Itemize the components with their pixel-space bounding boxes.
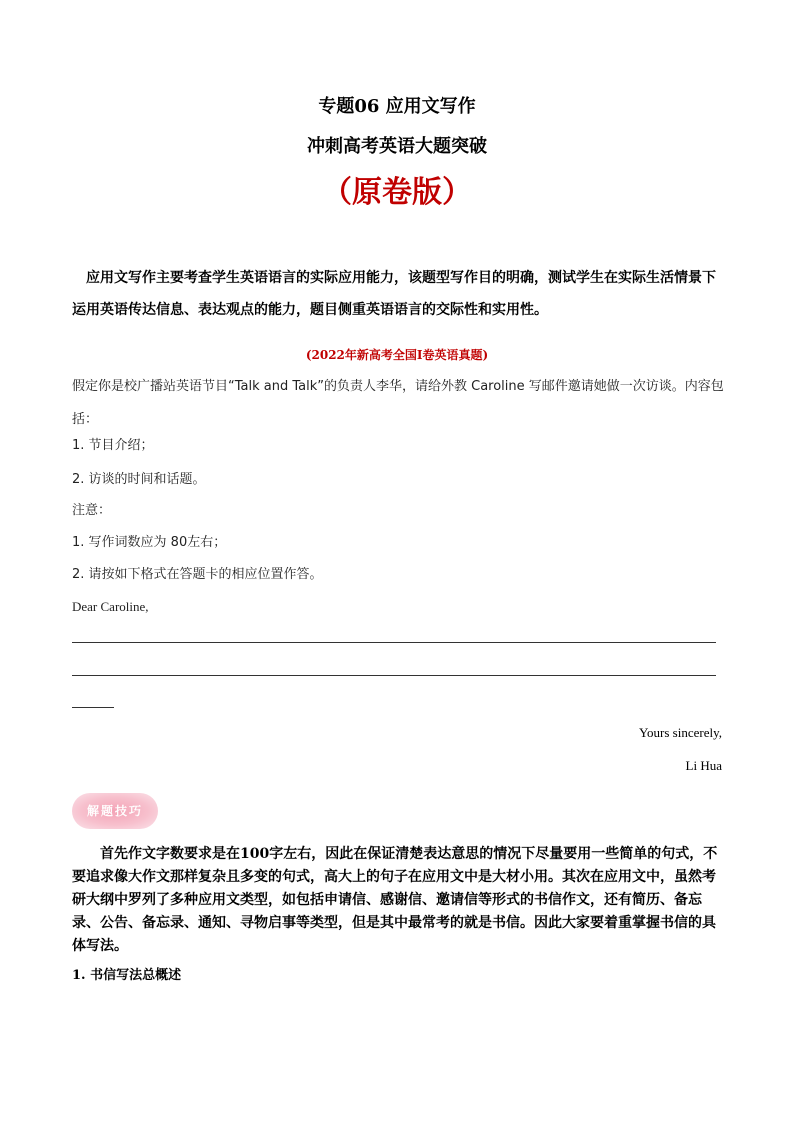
letter-signature: Li Hua [685,758,722,773]
content-item: 2. 访谈的时间和话题。 [72,472,206,487]
note-label: 注意： [72,503,112,518]
letter-closing: Yours sincerely, [638,725,722,740]
letter-greeting: Dear Caroline, [72,599,149,614]
topic-title: 专题06 应用文写作 [318,96,476,117]
note-item: 1. 写作词数应为 80左右； [72,535,227,550]
content-item: 1. 节目介绍； [72,438,154,453]
question-source: (2022年新高考全国Ⅰ卷英语真题) [305,348,489,362]
answer-line [72,707,114,708]
answer-line [72,642,716,643]
intro-paragraph: 应用文写作主要考查学生英语语言的实际应用能力，该题型写作目的明确，测试学生在实际生活情景下运用英语传达信息、表达观点的能力，题目侧重英语语言的交际性和实用性。 [72,270,716,318]
question-prompt: 假定你是校广播站英语节目“Talk and Talk”的负责人李华，请给外教 Caroline 写邮件邀请她做一次访谈。内容包括： [72,379,724,427]
edition-label: （原卷版） [322,175,472,210]
answer-line [72,675,716,676]
tips-badge: 解题技巧 [72,793,158,829]
subtitle: 冲刺高考英语大题突破 [307,136,487,157]
tips-paragraph: 首先作文字数要求是在100字左右，因此在保证清楚表达意思的情况下尽量要用一些简单的句式，不要追求像大作文那样复杂且多变的句式，高大上的句子在应用文中是大材小用。其次在应用文中，虽然考研大纲中罗列了多种应用文类型，如包括申请信、感谢信、邀请信等形式的书信作文，还有简历、备忘录、公告、备忘录、通知、寻物启事等类型，但是其中最常考的就是书信。因此大家要着重掌握书信的具体写法。 [72,846,718,954]
section-heading: 1. 书信写法总概述 [72,968,182,983]
note-item: 2. 请按如下格式在答题卡的相应位置作答。 [72,567,323,582]
